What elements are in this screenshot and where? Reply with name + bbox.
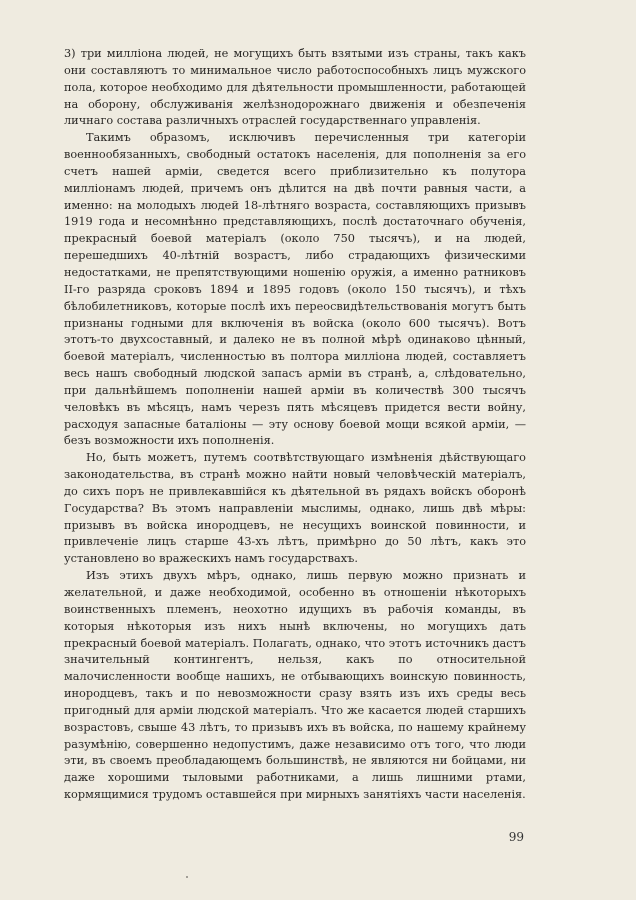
- body-text: [64, 46, 526, 804]
- paragraph-2: Такимъ образомъ, исключивъ перечисленныя три категоріи военнообязанныхъ, свободный остатокъ населенія, для пополненія за его счетъ нашей арміи, сведется всего приблизительно къ полутора милліонамъ людей, причемъ онъ дѣлится на двѣ почти равныя части, а именно: на молодыхъ людей 18-лѣтняго возраста, составляющихъ призывъ 1919 года и несомнѣнно представляющихъ, послѣ достаточнаго обученія, прекрасный боевой матеріалъ (около 750 тысячъ), и на людей, перешедшихъ 40-лѣтній возрастъ, либо страдающихъ физическими недостатками, не препятствующими ношенію оружія, а именно ратниковъ II-го разряда сроковъ 1894 и 1895 годовъ (около 150 тысячъ), и тѣхъ бѣлобилетниковъ, которые послѣ ихъ переосвидѣтельствованія могутъ быть признаны годными для включенія въ войска (около 600 тысячъ). Вотъ этотъ-то двухсоставный, и далеко не въ полной мѣрѣ одинаково цѣнный, боевой матеріалъ, численностью въ полтора милліона людей, составляетъ весь нашъ свободный людской запасъ арміи въ странѣ, а, слѣдовательно, при дальнѣйшемъ пополненіи нашей арміи въ количествѣ 300 тысячъ человѣкъ въ мѣсяцъ, намъ черезъ пять мѣсяцевъ придется вести войну, расходуя запасные баталіоны — эту основу боевой мощи всякой арміи, — безъ возможности ихъ пополненія.: [64, 131, 526, 448]
- page-number: 99: [508, 830, 524, 844]
- paragraph-1: 3) три милліона людей, не могущихъ быть взятыми изъ страны, такъ какъ они составляютъ то минимальное число работоспособныхъ лицъ мужского пола, которое необходимо для дѣятельности промышленности, работающей на оборону, обслуживанія желѣзнодорожнаго движенія и обезпеченія личнаго состава различныхъ отраслей государственнаго управленія.: [64, 47, 526, 128]
- paper-speck: [186, 876, 188, 878]
- paragraph-3: Но, быть можетъ, путемъ соотвѣтствующаго измѣненія дѣйствующаго законодательства, въ странѣ можно найти новый человѣческій матеріалъ, до сихъ поръ не привлекавшійся къ дѣятельной въ рядахъ войскъ оборонѣ Государства? Въ этомъ направленіи мыслимы, однако, лишь двѣ мѣры: призывъ въ войска инородцевъ, не несущихъ воинской повинности, и привлеченіе лицъ старше 43-хъ лѣтъ, примѣрно до 50 лѣтъ, какъ это установлено во вражескихъ намъ государствахъ.: [64, 451, 526, 566]
- paragraph-4: Изъ этихъ двухъ мѣръ, однако, лишь первую можно признать и желательной, и даже необходимой, особенно въ отношеніи нѣкоторыхъ воинственныхъ племенъ, неохотно идущихъ въ рабочія команды, въ которыя нѣкоторыя изъ нихъ нынѣ включены, но могущихъ дать прекрасный боевой матеріалъ. Полагать, однако, что этотъ источникъ дастъ значительный контингентъ, нельзя, какъ по относительной малочисленности вообще нашихъ, не отбывающихъ воинскую повинность, инородцевъ, такъ и по невозможности сразу взять изъ ихъ среды весь пригодный для арміи людской матеріалъ. Что же касается людей старшихъ возрастовъ, свыше 43 лѣтъ, то призывъ ихъ въ войска, по нашему крайнему разумѣнію, совершенно недопустимъ, даже независимо отъ того, что люди эти, въ своемъ преобладающемъ большинствѣ, не являются ни бойцами, ни даже хорошими тыловыми работниками, а лишь лишними ртами, кормящимися трудомъ оставшейся при мирныхъ занятіяхъ части населенія.: [64, 569, 526, 802]
